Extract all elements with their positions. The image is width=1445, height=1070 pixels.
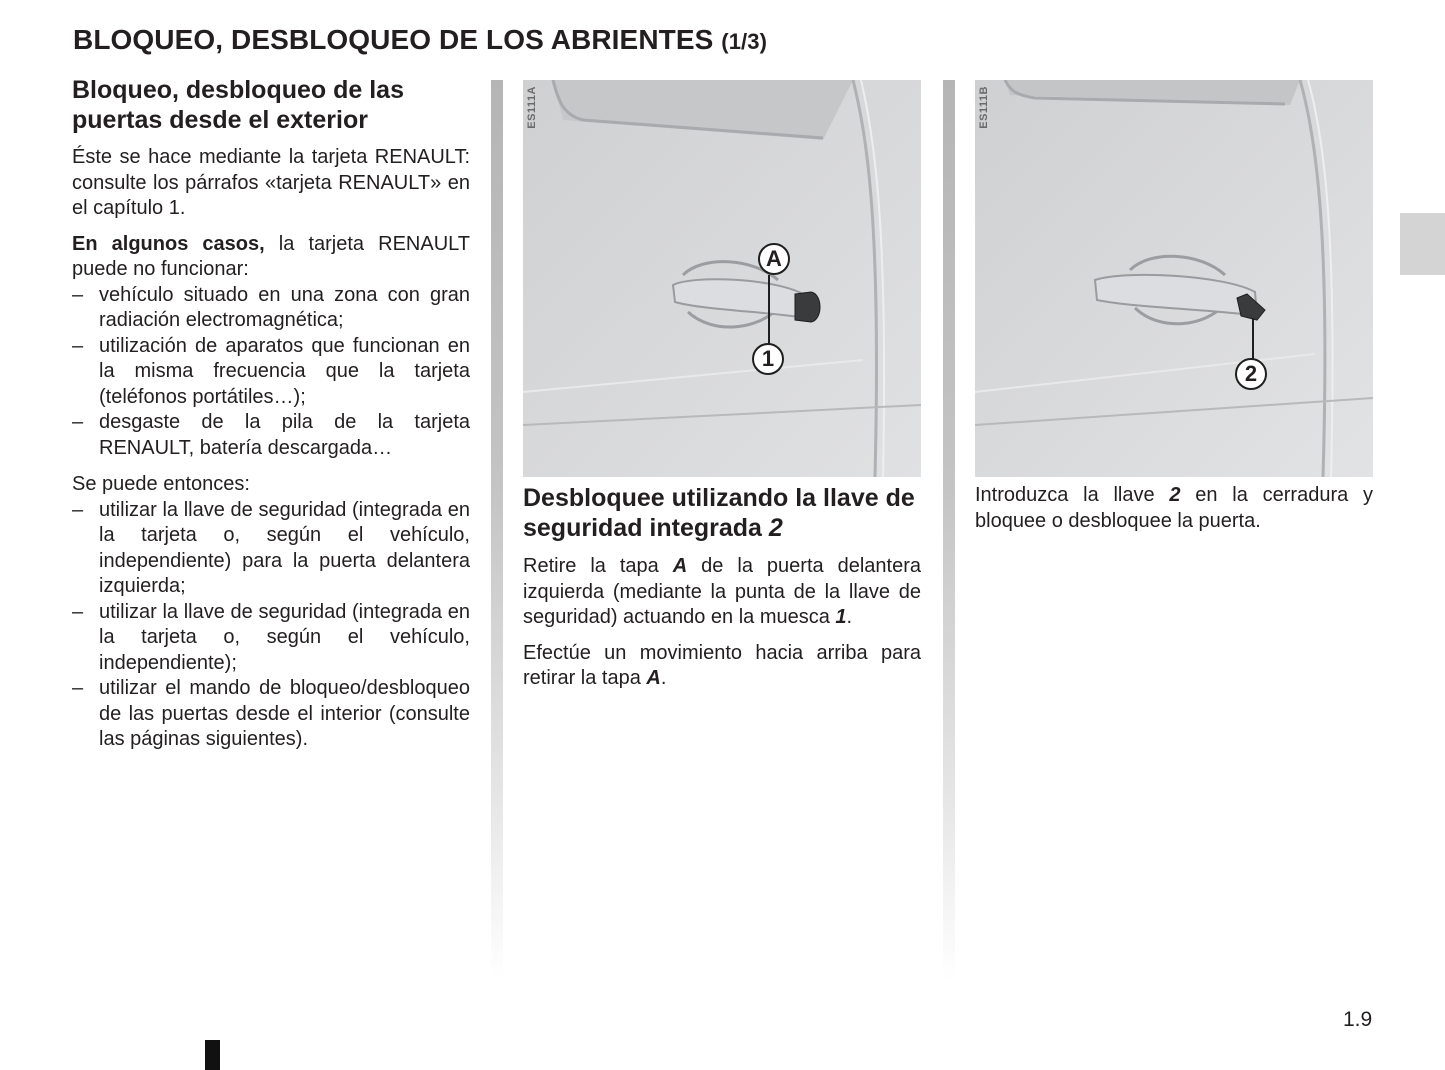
- text-run-emphasis: A: [672, 555, 688, 577]
- then-list: [72, 498, 470, 753]
- crop-mark: [205, 1040, 220, 1070]
- figure-code-b: ES111B: [978, 86, 990, 129]
- text-run: Introduzca la llave: [975, 484, 1170, 506]
- callout-1: 1: [752, 343, 784, 375]
- text-run-emphasis: A: [646, 667, 661, 689]
- page-title: [73, 24, 767, 56]
- text-run: .: [846, 606, 853, 628]
- column-divider-2: [943, 80, 955, 980]
- callout-2: 2: [1235, 358, 1267, 390]
- text-run: en la cerradura y bloquee o desbloquee la puerta.: [975, 484, 1373, 532]
- door-illustration-a: [523, 80, 921, 477]
- door-handle-figure-b: [975, 80, 1373, 477]
- cases-rest: la tarjeta RENAULT puede no funcionar:: [72, 232, 470, 280]
- text-run: .: [660, 667, 667, 689]
- middle-paragraph-1: [523, 554, 921, 631]
- right-paragraph-1: [975, 483, 1373, 534]
- left-heading: Bloqueo, desbloqueo de las puertas desde el exterior: [72, 76, 404, 134]
- text-run-emphasis: 1: [835, 606, 847, 628]
- page-title-text: BLOQUEO, DESBLOQUEO DE LOS ABRIENTES: [73, 24, 714, 55]
- callout-a: A: [758, 243, 790, 275]
- page-number: 1.9: [1343, 1008, 1373, 1031]
- callout-a-leader: [768, 275, 770, 345]
- then-text: Se puede entonces:: [72, 473, 250, 495]
- left-column: [72, 75, 470, 764]
- text-run-emphasis: 2: [1169, 484, 1181, 506]
- list-item: – utilizar el mando de bloqueo/desbloqueo de las puertas desde el interior (consulte las páginas siguientes).: [72, 676, 470, 753]
- callout-2-leader: [1252, 318, 1254, 360]
- cases-bold: En algunos casos,: [72, 232, 265, 255]
- cases-paragraph: [72, 232, 470, 283]
- middle-heading-text: Desbloquee utilizando la llave de seguridad integrada: [523, 484, 915, 542]
- right-column: [975, 80, 1373, 544]
- text-run: de la puerta delantera izquierda (mediante la punta de la llave de seguridad) actuando en la muesca: [523, 555, 921, 628]
- column-divider-1: [491, 80, 503, 980]
- figure-code-a: ES111A: [526, 86, 538, 129]
- list-item: – desgaste de la pila de la tarjeta RENAULT, batería descargada…: [72, 410, 470, 461]
- list-item: – utilizar la llave de seguridad (integrada en la tarjeta o, según el vehículo, independiente);: [72, 600, 470, 677]
- middle-heading-num: 2: [768, 514, 783, 542]
- middle-heading: [523, 483, 921, 543]
- middle-column: [523, 80, 921, 702]
- door-handle-figure-a: [523, 80, 921, 477]
- text-run: Retire la tapa: [523, 555, 673, 577]
- cases-list: [72, 283, 470, 462]
- text-run: Efectúe un movimiento hacia arriba para retirar la tapa: [523, 641, 921, 689]
- middle-paragraph-2: [523, 641, 921, 692]
- list-item: – utilizar la llave de seguridad (integrada en la tarjeta o, según el vehículo, independiente) para la puerta delantera izquierda;: [72, 498, 470, 600]
- section-thumb-tab: [1400, 213, 1445, 275]
- page-title-suffix: (1/3): [721, 29, 768, 54]
- list-item: – utilización de aparatos que funcionan en la misma frecuencia que la tarjeta (teléfonos portátiles…);: [72, 334, 470, 411]
- door-illustration-b: [975, 80, 1373, 477]
- list-item: – vehículo situado en una zona con gran radiación electromagnética;: [72, 283, 470, 334]
- left-intro: Éste se hace mediante la tarjeta RENAULT: consulte los párrafos «tarjeta RENAULT» en el capítulo 1.: [72, 146, 470, 219]
